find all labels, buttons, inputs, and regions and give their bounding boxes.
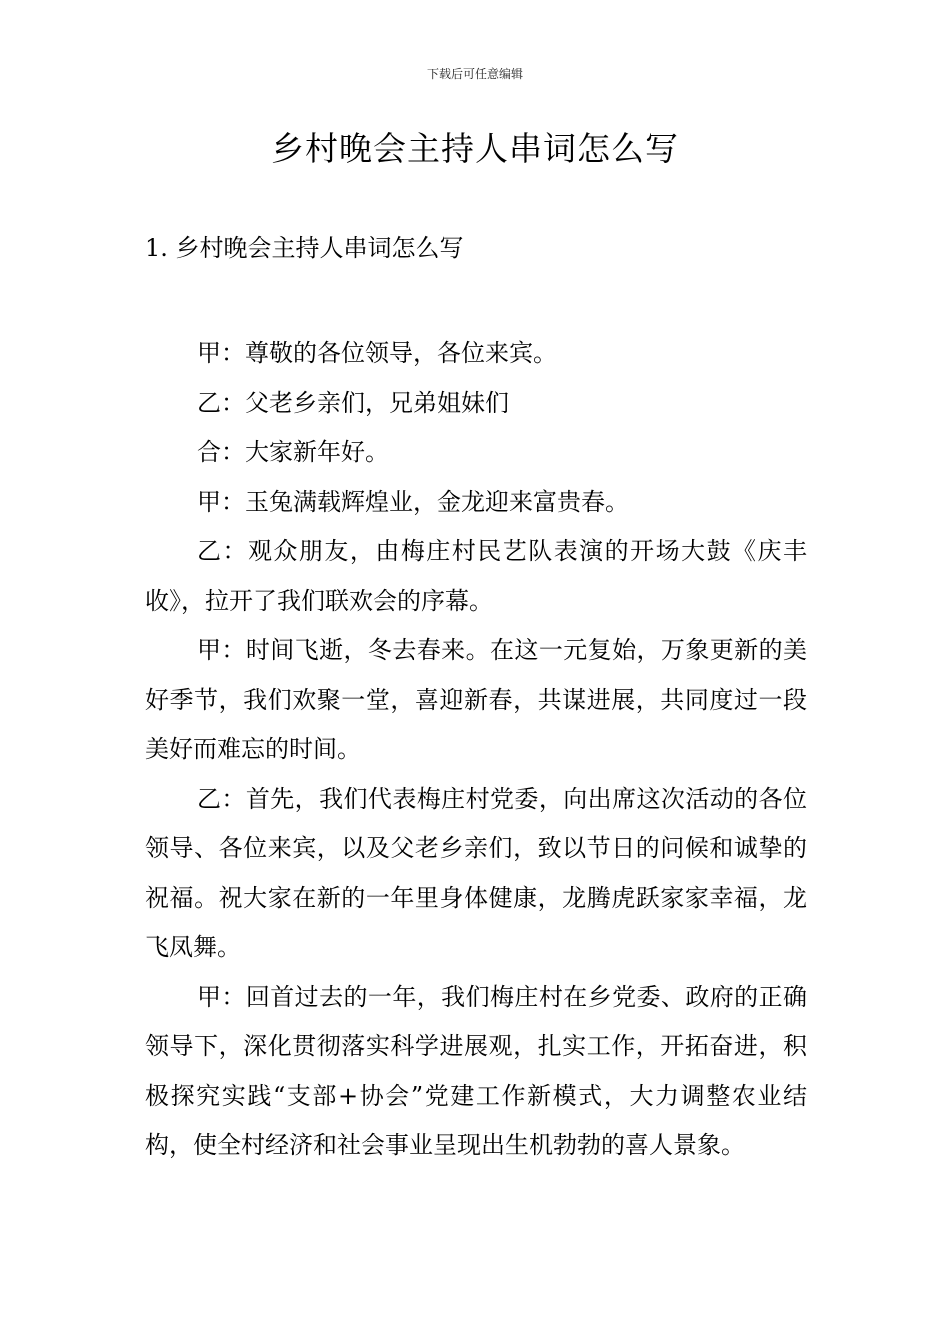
paragraph: 乙：首先，我们代表梅庄村党委，向出席这次活动的各位领导、各位来宾，以及父老乡亲们，致以节日的问候和诚挚的祝福。祝大家在新的一年里身体健康，龙腾虎跃家家幸福，龙飞凤舞。 — [145, 784, 807, 961]
paragraph: 甲：时间飞逝，冬去春来。在这一元复始，万象更新的美好季节，我们欢聚一堂，喜迎新春，共谋进展，共同度过一段美好而难忘的时间。 — [145, 636, 807, 763]
header-note: 下载后可任意编辑 — [426, 67, 523, 81]
paragraph: 甲：回首过去的一年，我们梅庄村在乡党委、政府的正确领导下，深化贯彻落实科学进展观，扎实工作，开拓奋进，积极探究实践“支部+协会”党建工作新模式，大力调整农业结构，使全村经济和社会事业呈现出生机勃勃的喜人景象。 — [145, 982, 807, 1159]
paragraph: 甲：玉兔满载辉煌业，金龙迎来富贵春。 — [197, 487, 629, 516]
section-heading: 1. 乡村晚会主持人串词怎么写 — [145, 234, 464, 262]
paragraph: 合：大家新年好。 — [197, 438, 389, 466]
paragraph: 甲：尊敬的各位领导，各位来宾。 — [197, 339, 557, 367]
paragraph: 乙：观众朋友，由梅庄村民艺队表演的开场大鼓《庆丰收》，拉开了我们联欢会的序幕。 — [145, 537, 807, 615]
body-text — [145, 329, 807, 1171]
document-title: 乡村晚会主持人串词怎么写 — [271, 129, 679, 168]
paragraph: 乙：父老乡亲们，兄弟姐妹们 — [197, 388, 509, 417]
